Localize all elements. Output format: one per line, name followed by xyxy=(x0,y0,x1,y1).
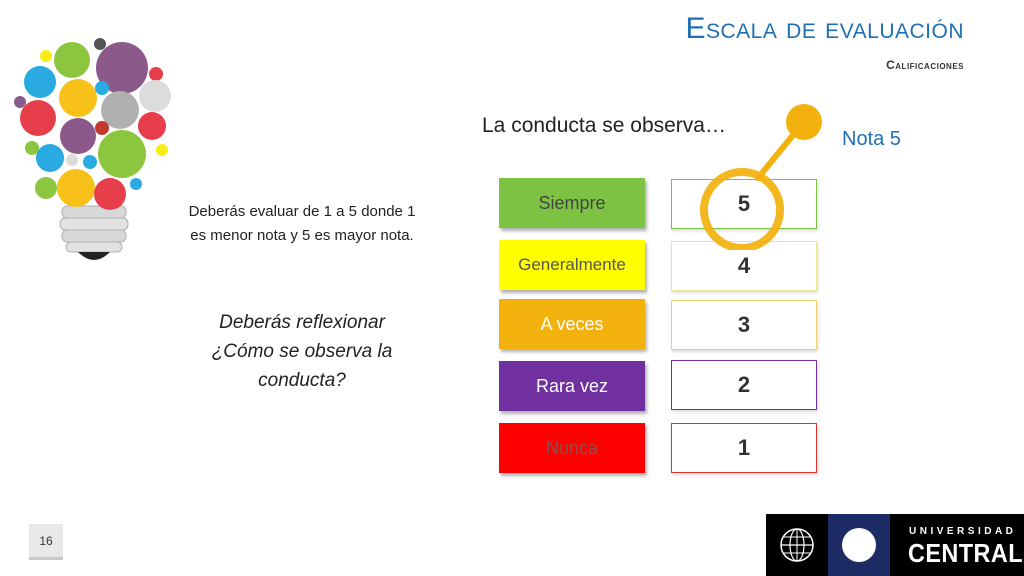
logo-emblem xyxy=(828,514,890,576)
highlight-label: Nota 5 xyxy=(842,128,901,150)
page-number: 16 xyxy=(29,524,63,560)
bulb-bubbles xyxy=(14,38,171,210)
instruction-text: Deberás evaluar de 1 a 5 donde 1 es menor nota y 5 es mayor nota. xyxy=(188,203,416,244)
scale-heading: La conducta se observa… xyxy=(482,114,726,137)
score-box-4: 4 xyxy=(671,241,817,291)
score-box-3: 3 xyxy=(671,300,817,350)
score-box-1: 1 xyxy=(671,423,817,473)
university-logo xyxy=(766,514,1024,576)
frequency-generalmente: Generalmente xyxy=(499,240,645,290)
globe-icon xyxy=(766,514,828,576)
logo-line-2: CENTRAL xyxy=(908,538,1023,568)
score-box-5: 5 xyxy=(671,179,817,229)
frequency-a-veces: A veces xyxy=(499,299,645,349)
frequency-siempre: Siempre xyxy=(499,178,645,228)
slide-title: Escala de evaluación xyxy=(685,12,964,45)
frequency-rara-vez: Rara vez xyxy=(499,361,645,411)
frequency-nunca: Nunca xyxy=(499,423,645,473)
lightbulb-icon xyxy=(10,30,180,270)
score-box-2: 2 xyxy=(671,360,817,410)
logo-line-1: UNIVERSIDAD xyxy=(909,526,1017,537)
bulb-base xyxy=(60,206,128,260)
slide-subtitle: Calificaciones xyxy=(886,58,964,72)
reflection-text: Deberás reflexionar ¿Cómo se observa la conducta? xyxy=(211,312,393,391)
